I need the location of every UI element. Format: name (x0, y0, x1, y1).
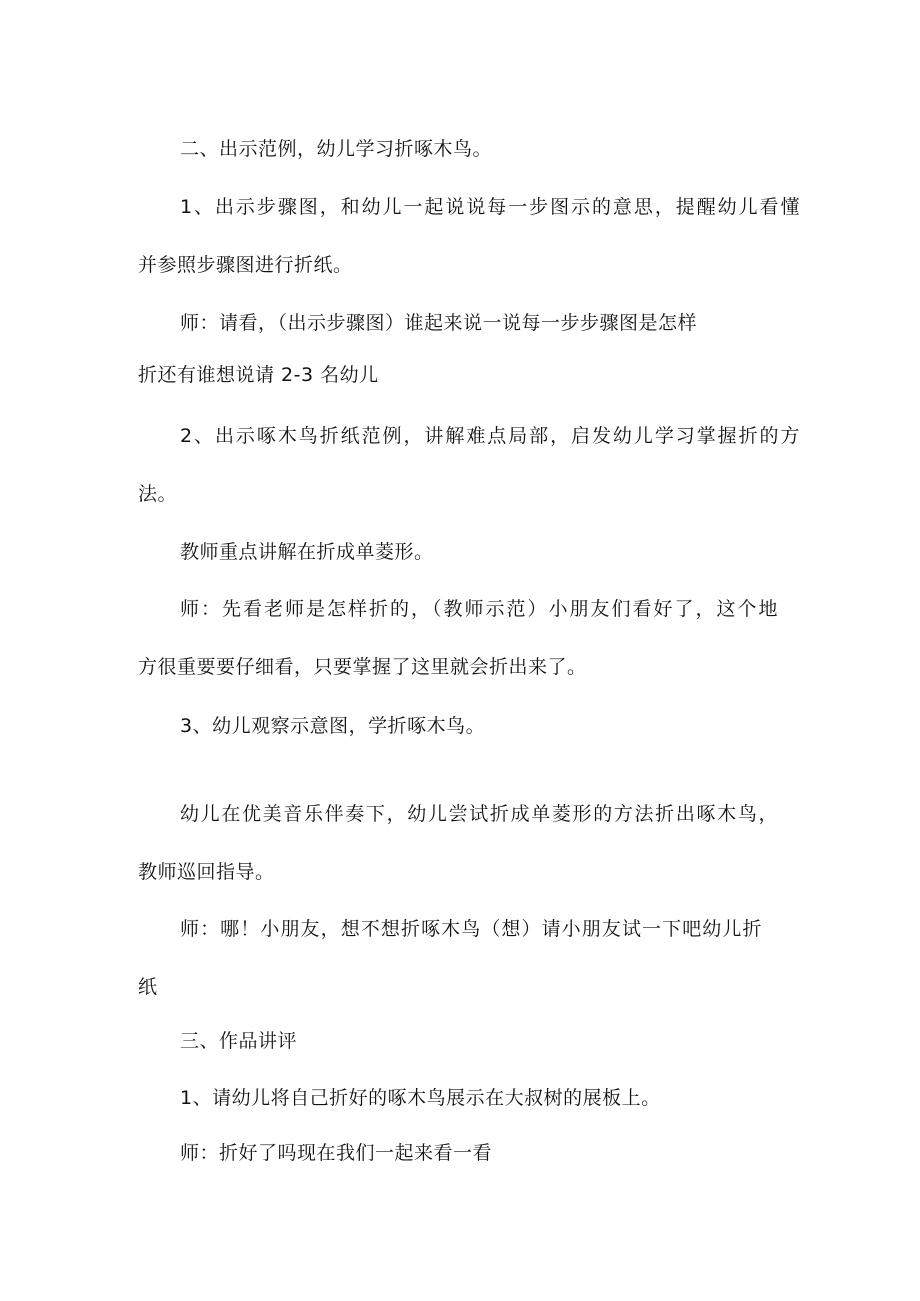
teacher-dialogue-2: 师：先看老师是怎样折的，（教师示范）小朋友们看好了，这个地 (180, 598, 778, 620)
teacher-dialogue-1-cont: 折还有谁想说请 2-3 名幼儿 (138, 364, 379, 386)
paragraph-key-point: 教师重点讲解在折成单菱形。 (180, 541, 434, 563)
paragraph-activity-cont: 教师巡回指导。 (138, 861, 275, 883)
teacher-dialogue-4: 师：折好了吗现在我们一起来看一看 (180, 1142, 493, 1164)
paragraph-activity: 幼儿在优美音乐伴奏下，幼儿尝试折成单菱形的方法折出啄木鸟， (180, 803, 778, 825)
paragraph-step-2-cont: 法。 (138, 483, 178, 505)
teacher-dialogue-3-cont: 纸 (138, 976, 158, 998)
paragraph-review-1: 1、请幼儿将自己折好的啄木鸟展示在大叔树的展板上。 (180, 1087, 661, 1109)
teacher-dialogue-1: 师：请看，（出示步骤图）谁起来说一说每一步步骤图是怎样 (180, 312, 698, 334)
teacher-dialogue-2-cont: 方很重要要仔细看，只要掌握了这里就会折出来了。 (138, 656, 587, 678)
paragraph-step-1: 1、出示步骤图，和幼儿一起说说每一步图示的意思，提醒幼儿看懂 (180, 196, 800, 218)
paragraph-step-3: 3、幼儿观察示意图，学折啄木鸟。 (180, 715, 486, 737)
section-heading-3: 三、作品讲评 (180, 1030, 298, 1052)
paragraph-step-1-cont: 并参照步骤图进行折纸。 (138, 254, 353, 276)
paragraph-step-2: 2、出示啄木鸟折纸范例，讲解难点局部，启发幼儿学习掌握折的方 (180, 425, 800, 447)
section-heading-2: 二、出示范例，幼儿学习折啄木鸟。 (180, 138, 493, 160)
teacher-dialogue-3: 师：哪！小朋友，想不想折啄木鸟（想）请小朋友试一下吧幼儿折 (180, 918, 762, 940)
